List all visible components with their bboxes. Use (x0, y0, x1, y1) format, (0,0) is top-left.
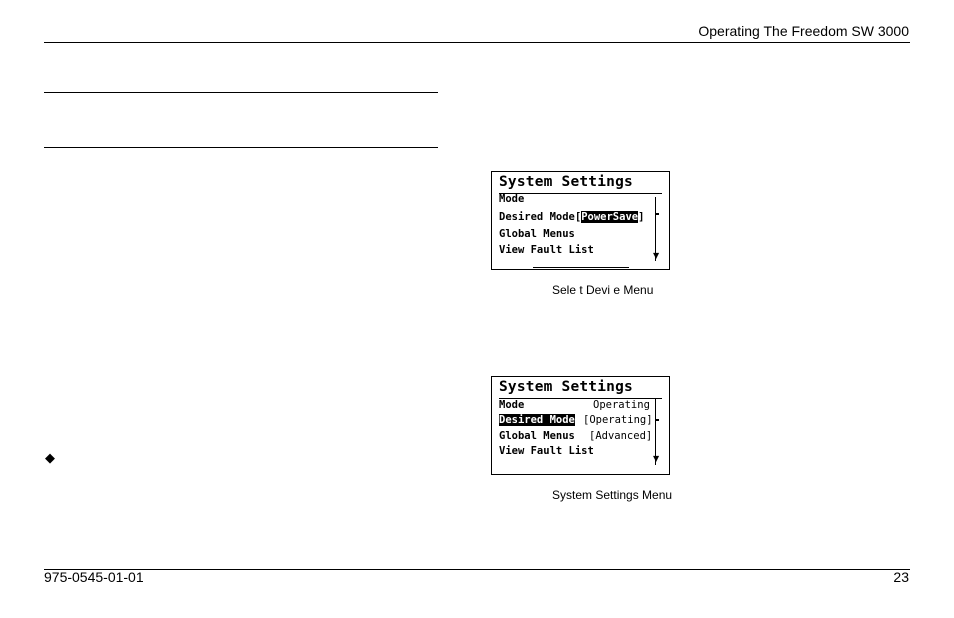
lcd-row-global-menus (499, 430, 575, 443)
mode-label: Mode (499, 193, 525, 205)
desired-mode-value-highlight: PowerSave (581, 211, 639, 223)
mode-label: Mode (499, 399, 525, 411)
lcd-row-desired-mode (499, 211, 644, 224)
global-menus-label: Global Menus (499, 430, 575, 442)
lcd-screen-select-device (491, 171, 670, 270)
document-number: 975-0545-01-01 (44, 569, 144, 585)
desired-mode-label: Desired Mode (499, 211, 575, 223)
mode-value: Operating (593, 399, 650, 411)
header-rule (44, 42, 910, 43)
lcd-title: System Settings (499, 174, 633, 190)
lcd-row-mode (499, 193, 524, 206)
view-fault-list-label: View Fault List (499, 445, 594, 457)
scrollbar-thumb (655, 213, 659, 215)
lcd-title: System Settings (499, 379, 633, 395)
lcd-row-global-menus (499, 228, 575, 241)
side-tick (669, 224, 670, 242)
global-menus-value: [Advanced] (589, 430, 653, 442)
diamond-icon: ◆ (45, 451, 55, 466)
down-arrow-icon: ▼ (653, 251, 660, 260)
scrollbar-thumb (655, 419, 659, 421)
lcd-row-view-fault-list (499, 445, 594, 458)
lcd-row-mode (499, 399, 524, 412)
left-column-rule-1 (44, 92, 438, 93)
figure-caption-select-device: Sele t Devi e Menu (552, 283, 654, 297)
page-header-title: Operating The Freedom SW 3000 (698, 23, 909, 39)
global-menus-label: Global Menus (499, 228, 575, 240)
footer-rule (44, 569, 910, 570)
view-fault-list-label: View Fault List (499, 244, 594, 256)
desired-mode-open-bracket: [ (574, 211, 582, 223)
desired-mode-label-highlight: Desired Mode (499, 414, 575, 426)
desired-mode-value: [Operating] (583, 414, 653, 426)
lcd-row-desired-mode (499, 414, 575, 427)
left-column-rule-2 (44, 147, 438, 148)
lcd-screen-system-settings (491, 376, 670, 475)
lcd-row-view-fault-list (499, 244, 594, 257)
down-arrow-icon: ▼ (653, 454, 660, 463)
page-number: 23 (893, 569, 909, 585)
lcd-bottom-mark (533, 267, 629, 268)
desired-mode-close-bracket: ] (638, 211, 645, 223)
figure-caption-system-settings: System Settings Menu (552, 488, 673, 502)
